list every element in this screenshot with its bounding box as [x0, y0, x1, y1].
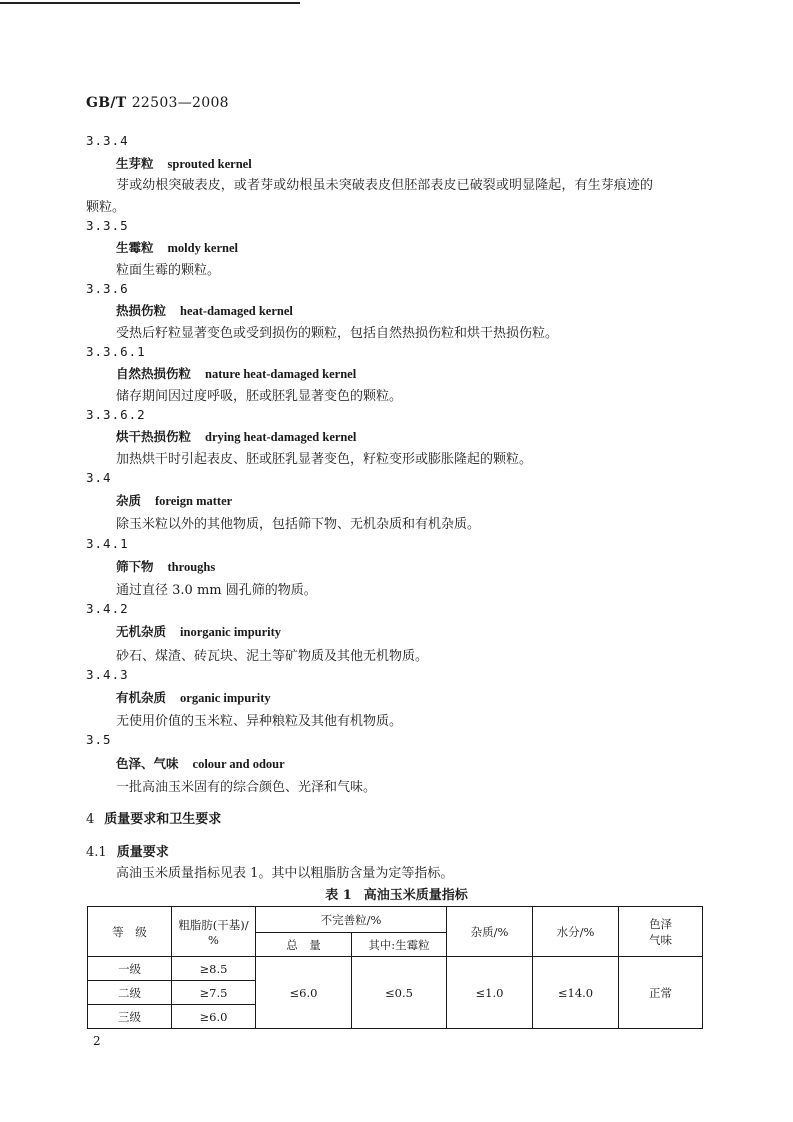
term-chinese: 有机杂质 — [116, 690, 167, 705]
header-imperfect: 不完善粒/% — [256, 907, 447, 933]
grade-cell: 三级 — [88, 1005, 172, 1029]
term-heading — [116, 364, 356, 382]
header-color-odour — [619, 907, 703, 957]
table-caption — [0, 884, 793, 903]
term-chinese: 无机杂质 — [116, 624, 167, 639]
term-english: sprouted kernel — [167, 157, 252, 171]
section-title: 质量要求和卫生要求 — [104, 812, 222, 827]
term-chinese: 烘干热损伤粒 — [116, 429, 192, 444]
header-fat-unit: % — [208, 932, 219, 947]
term-heading — [116, 622, 281, 640]
moisture-cell: ≤14.0 — [533, 957, 619, 1029]
term-chinese: 色泽、气味 — [116, 756, 179, 771]
term-definition: 受热后籽粒显著变色或受到损伤的颗粒，包括自然热损伤粒和烘干热损伤粒。 — [116, 326, 559, 341]
term-definition: 除玉米粒以外的其他物质，包括筛下物、无机杂质和有机杂质。 — [116, 517, 481, 532]
subsection-number: 4.1 — [86, 845, 107, 860]
subsection-heading — [86, 841, 169, 860]
grade-cell: 二级 — [88, 981, 172, 1005]
standard-number — [86, 95, 229, 111]
grade-cell: 一级 — [88, 957, 172, 981]
section-number: 4 — [86, 812, 95, 827]
clause-number: 3.4.1 — [86, 536, 129, 551]
term-english: colour and odour — [192, 757, 285, 771]
term-chinese: 自然热损伤粒 — [116, 366, 192, 381]
fat-cell: ≥7.5 — [172, 981, 256, 1005]
term-definition: 粒面生霉的颗粒。 — [116, 263, 221, 278]
term-definition: 砂石、煤渣、砖瓦块、泥土等矿物质及其他无机物质。 — [116, 649, 429, 664]
clause-number: 3.4.2 — [86, 601, 129, 616]
term-english: foreign matter — [155, 494, 233, 508]
header-color: 色泽 — [649, 916, 672, 931]
term-definition: 储存期间因过度呼吸，胚或胚乳显著变色的颗粒。 — [116, 389, 403, 404]
standard-prefix: GB/T — [86, 95, 127, 111]
clause-number: 3.3.6.1 — [86, 344, 146, 359]
term-english: inorganic impurity — [180, 625, 282, 639]
clause-number: 3.4 — [86, 470, 112, 485]
term-heading — [116, 238, 238, 256]
term-chinese: 筛下物 — [116, 559, 154, 574]
clause-number: 3.3.5 — [86, 218, 129, 233]
quality-table — [87, 906, 703, 1029]
term-english: moldy kernel — [167, 241, 238, 255]
clause-number: 3.3.4 — [86, 133, 129, 148]
term-english: nature heat-damaged kernel — [205, 367, 357, 381]
header-total: 总 量 — [256, 933, 352, 957]
term-english: organic impurity — [180, 691, 271, 705]
term-heading — [116, 688, 271, 706]
term-definition-continued: 颗粒。 — [86, 200, 126, 215]
term-chinese: 热损伤粒 — [116, 303, 167, 318]
header-foreign: 杂质/% — [447, 907, 533, 957]
foreign-cell: ≤1.0 — [447, 957, 533, 1029]
table-row — [88, 957, 703, 981]
header-moldy: 其中:生霉粒 — [352, 933, 447, 957]
term-english: throughs — [167, 560, 216, 574]
subsection-title: 质量要求 — [116, 845, 169, 860]
standard-code: 22503—2008 — [131, 95, 229, 111]
header-fat-label: 粗脂肪(干基)/ — [178, 917, 249, 932]
term-chinese: 生芽粒 — [116, 156, 154, 171]
table-caption-number: 表 1 — [325, 888, 352, 903]
term-heading — [116, 427, 356, 445]
subsection-text: 高油玉米质量指标见表 1。其中以粗脂肪含量为定等指标。 — [116, 866, 454, 881]
term-definition: 加热烘干时引起表皮、胚或胚乳显著变色，籽粒变形或膨胀隆起的颗粒。 — [116, 452, 533, 467]
fat-cell: ≥8.5 — [172, 957, 256, 981]
term-heading — [116, 301, 293, 319]
total-cell: ≤6.0 — [256, 957, 352, 1029]
section-heading — [86, 808, 221, 827]
term-definition: 芽或幼根突破表皮，或者芽或幼根虽未突破表皮但胚部表皮已破裂或明显隆起，有生芽痕迹的 — [116, 178, 654, 193]
term-heading — [116, 557, 215, 575]
term-definition: 通过直径 3.0 mm 圆孔筛的物质。 — [116, 583, 317, 598]
color-cell: 正常 — [619, 957, 703, 1029]
header-odour: 气味 — [649, 932, 672, 947]
header-grade: 等 级 — [88, 907, 172, 957]
table-header-row — [88, 907, 703, 933]
term-definition: 无使用价值的玉米粒、异种粮粒及其他有机物质。 — [116, 714, 403, 729]
header-rule — [0, 2, 300, 4]
term-chinese: 杂质 — [116, 493, 142, 508]
term-english: heat-damaged kernel — [180, 304, 293, 318]
clause-number: 3.3.6 — [86, 281, 129, 296]
clause-number: 3.3.6.2 — [86, 407, 146, 422]
term-chinese: 生霉粒 — [116, 240, 154, 255]
header-moisture: 水分/% — [533, 907, 619, 957]
clause-number: 3.4.3 — [86, 667, 129, 682]
term-heading — [116, 491, 232, 509]
term-heading — [116, 154, 252, 172]
table-caption-title: 高油玉米质量指标 — [363, 888, 468, 903]
fat-cell: ≥6.0 — [172, 1005, 256, 1029]
moldy-cell: ≤0.5 — [352, 957, 447, 1029]
header-fat — [172, 907, 256, 957]
clause-number: 3.5 — [86, 732, 112, 747]
term-english: drying heat-damaged kernel — [205, 430, 357, 444]
term-definition: 一批高油玉米固有的综合颜色、光泽和气味。 — [116, 780, 377, 795]
term-heading — [116, 754, 285, 772]
page-number: 2 — [93, 1034, 101, 1048]
